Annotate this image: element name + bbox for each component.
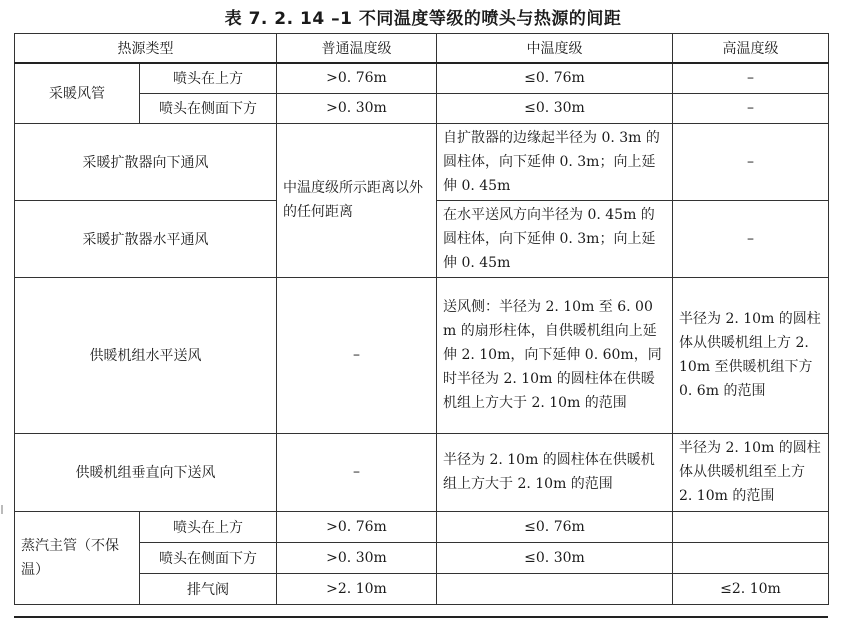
cell-medium: 在水平送风方向半径为 0. 45m 的圆柱体，向下延伸 0. 3m；向上延伸 0. 45m	[437, 200, 673, 277]
header-normal-temp: 普通温度级	[277, 34, 437, 64]
table-row	[15, 123, 829, 200]
sub-label-above: 喷头在上方	[140, 63, 277, 93]
cell-medium: ≤0. 30m	[437, 93, 673, 123]
table-row	[15, 511, 829, 542]
row-label-unit-vertical: 供暖机组垂直向下送风	[15, 433, 277, 511]
table-header-row	[15, 34, 829, 64]
table-title: 表 7. 2. 14 –1 不同温度等级的喷头与热源的间距	[224, 9, 622, 29]
sub-label-vent-valve: 排气阀	[140, 573, 277, 604]
cell-medium: 半径为 2. 10m 的圆柱体在供暖机组上方大于 2. 10m 的范围	[437, 433, 673, 511]
cell-high	[673, 511, 829, 542]
cell-medium: ≤0. 76m	[437, 63, 673, 93]
row-label-heating-pipe: 采暖风管	[15, 63, 140, 123]
table-row	[15, 433, 829, 511]
cell-high: –	[673, 93, 829, 123]
cell-medium: ≤0. 76m	[437, 511, 673, 542]
sub-label-above: 喷头在上方	[140, 511, 277, 542]
cell-high: –	[673, 63, 829, 93]
sub-label-side-below: 喷头在侧面下方	[140, 542, 277, 573]
cell-medium: 送风侧：半径为 2. 10m 至 6. 00m 的扇形柱体，自供暖机组向上延伸 2. 10m，向下延伸 0. 60m，同时半径为 2. 10m 的圆柱体在供暖机组上方大于 2. 10m 的范围	[437, 277, 673, 433]
cell-high	[673, 542, 829, 573]
page-margin-mark	[1, 505, 3, 514]
sub-label-side-below: 喷头在侧面下方	[140, 93, 277, 123]
cell-high: –	[673, 123, 829, 200]
cell-high: –	[673, 200, 829, 277]
row-label-steam-main: 蒸汽主管（不保温）	[15, 511, 140, 604]
cell-normal: >0. 30m	[277, 93, 437, 123]
table-row	[15, 277, 829, 433]
spacing-table	[14, 33, 829, 605]
cell-high: ≤2. 10m	[673, 573, 829, 604]
cell-normal: >0. 76m	[277, 511, 437, 542]
cell-high: 半径为 2. 10m 的圆柱体从供暖机组至上方 2. 10m 的范围	[673, 433, 829, 511]
cell-normal: –	[277, 277, 437, 433]
table-row	[15, 63, 829, 93]
table-bottom-rule	[14, 616, 828, 618]
row-label-diffuser-horizontal: 采暖扩散器水平通风	[15, 200, 277, 277]
header-high-temp: 高温度级	[673, 34, 829, 64]
header-heat-source-type: 热源类型	[15, 34, 277, 64]
cell-normal: –	[277, 433, 437, 511]
cell-normal-shared: 中温度级所示距离以外的任何距离	[277, 123, 437, 277]
cell-normal: >2. 10m	[277, 573, 437, 604]
cell-normal: >0. 30m	[277, 542, 437, 573]
row-label-diffuser-down: 采暖扩散器向下通风	[15, 123, 277, 200]
row-label-unit-horizontal: 供暖机组水平送风	[15, 277, 277, 433]
cell-normal: >0. 76m	[277, 63, 437, 93]
cell-medium: ≤0. 30m	[437, 542, 673, 573]
cell-high: 半径为 2. 10m 的圆柱体从供暖机组上方 2. 10m 至供暖机组下方 0. 6m 的范围	[673, 277, 829, 433]
cell-medium	[437, 573, 673, 604]
cell-medium: 自扩散器的边缘起半径为 0. 3m 的圆柱体，向下延伸 0. 3m；向上延伸 0. 45m	[437, 123, 673, 200]
header-medium-temp: 中温度级	[437, 34, 673, 64]
